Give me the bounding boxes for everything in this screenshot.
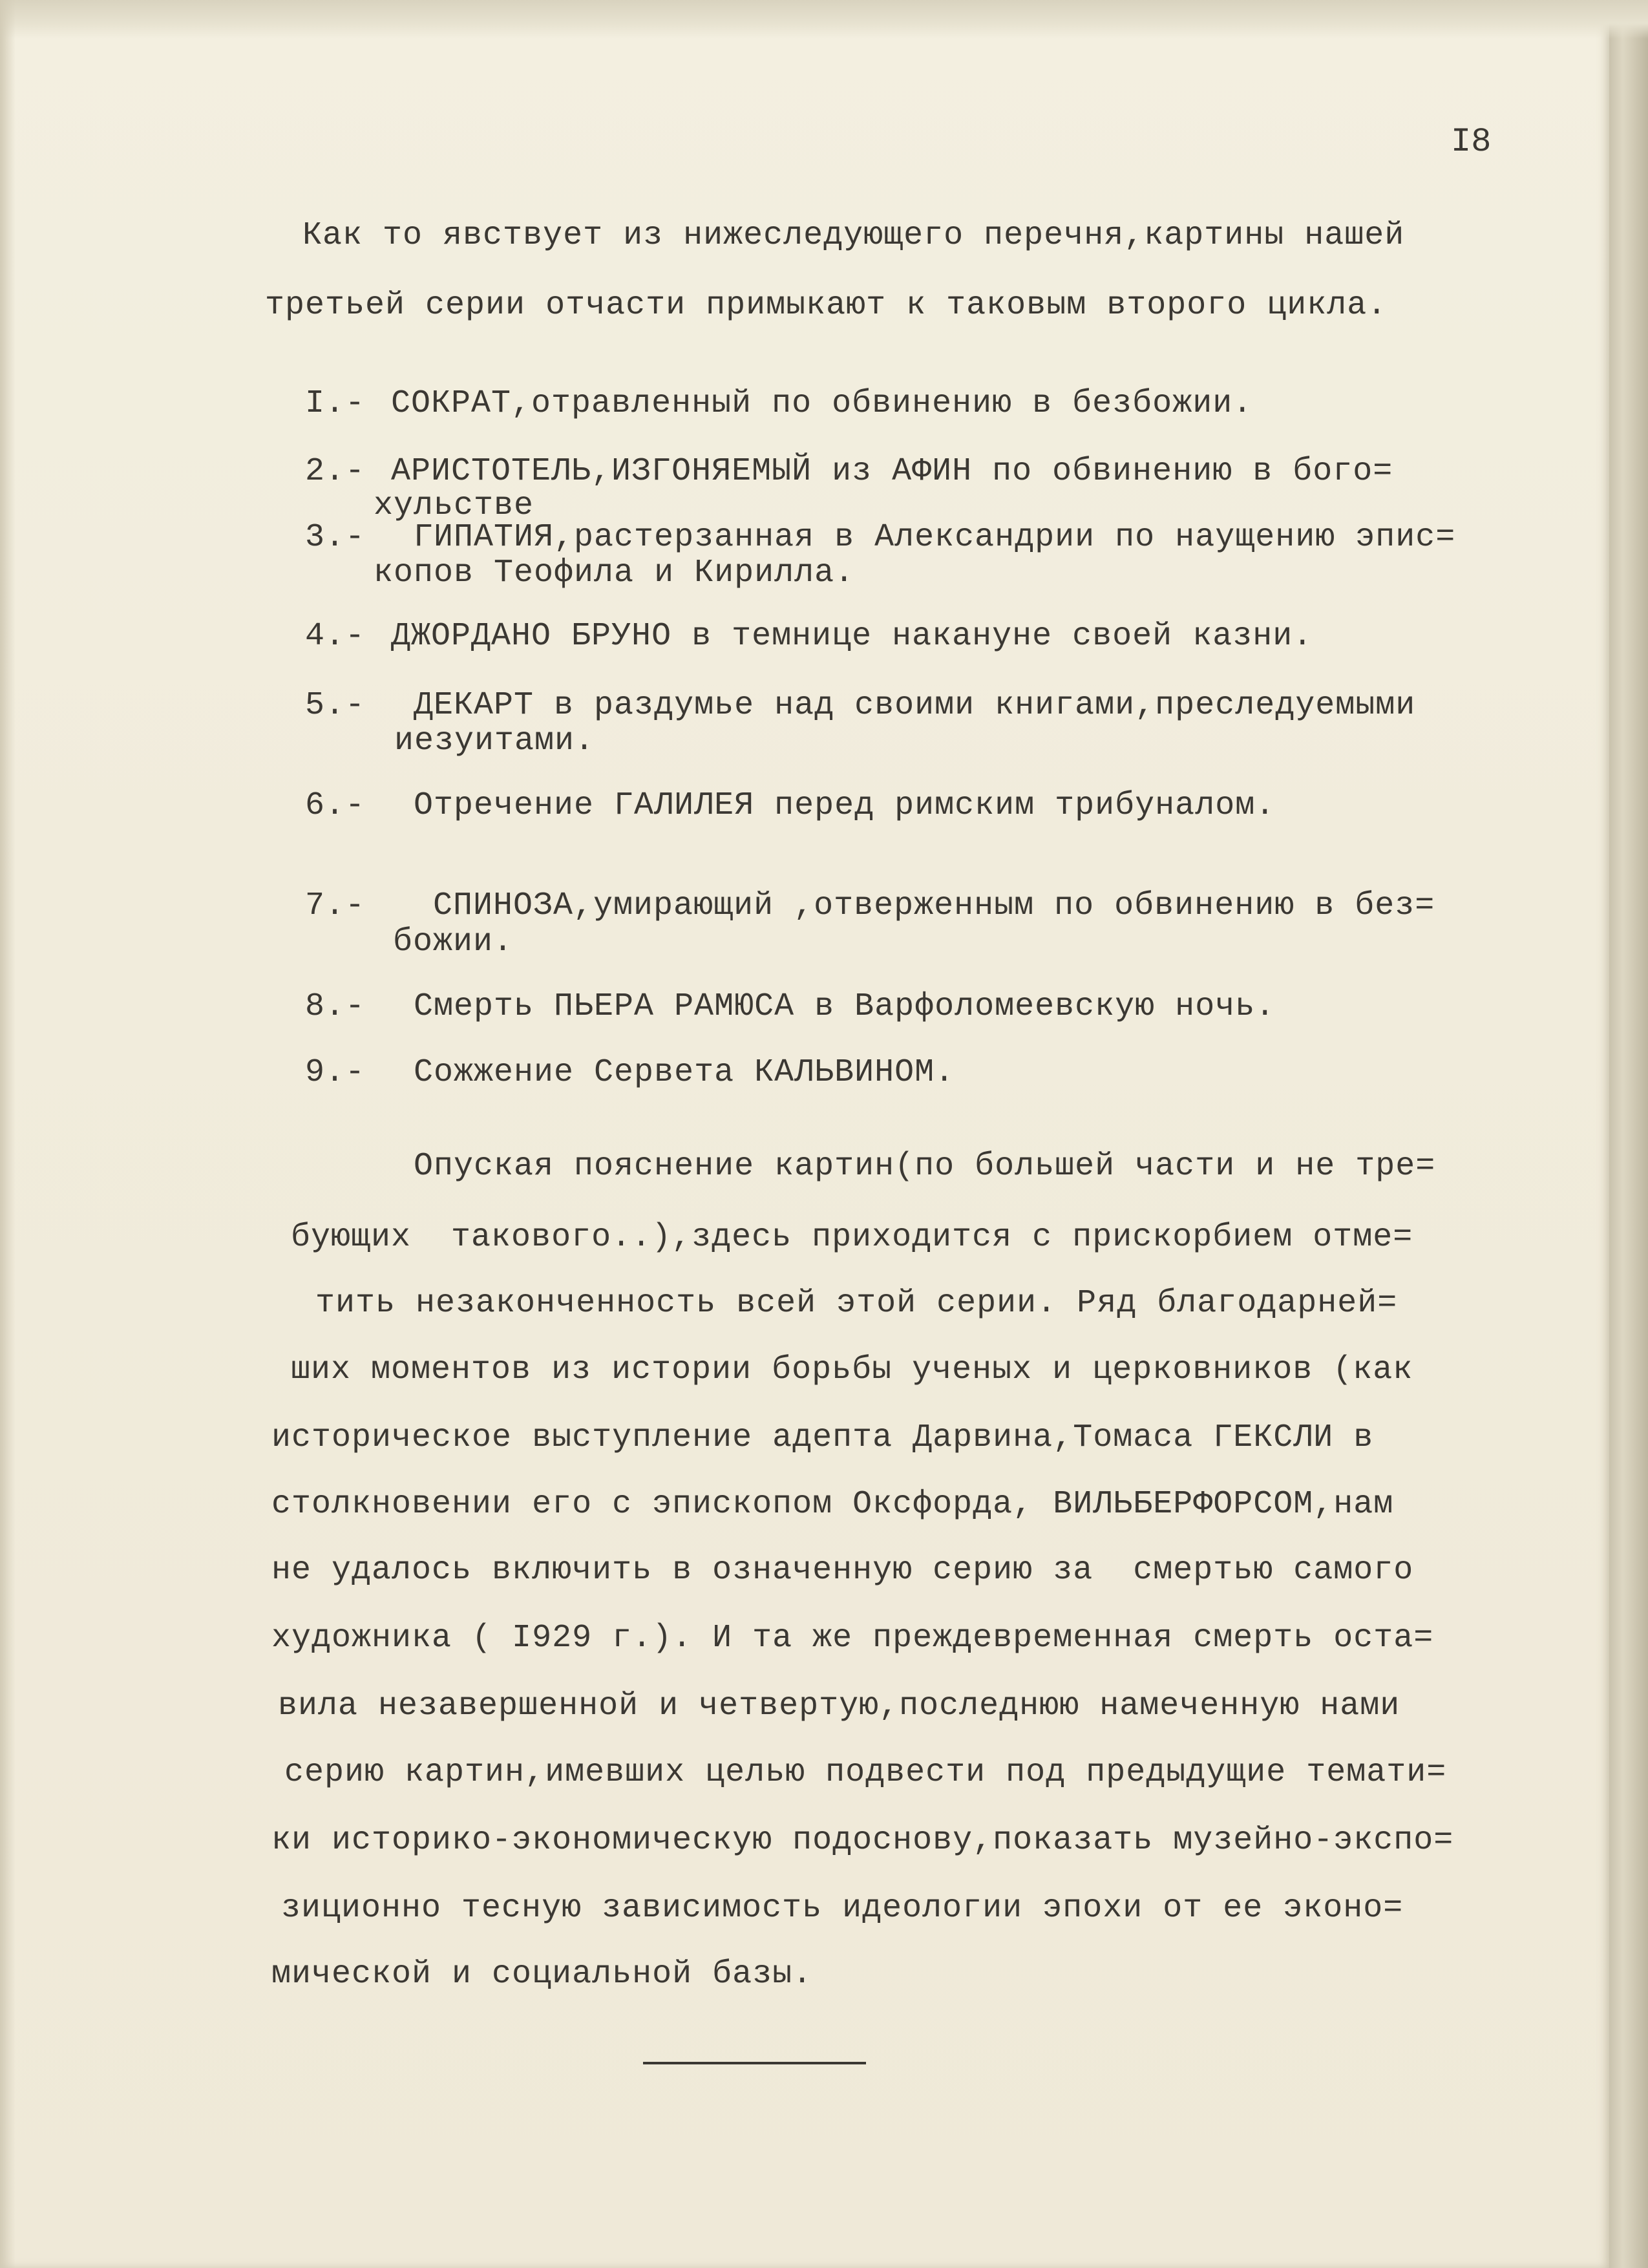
paragraph-line: вила незавершенной и четвертую,последнюю намеченную нами	[278, 1688, 1400, 1724]
page-left-edge	[0, 0, 16, 2268]
list-item-text: СПИНОЗА,умирающий ,отверженным по обвинению в без=	[433, 887, 1435, 924]
paragraph-line: художника ( I929 г.). И та же преждевременная смерть оста=	[271, 1620, 1434, 1657]
list-item-text: иезуитами.	[394, 723, 595, 759]
list-item-text: ДЕКАРТ в раздумье над своими книгами,преследуемыми	[414, 687, 1416, 724]
page-top-edge	[0, 0, 1648, 39]
list-item-number: 8.-	[305, 988, 366, 1025]
paragraph-line: зиционно тесную зависимость идеологии эпохи от ее эконо=	[281, 1890, 1404, 1927]
list-item-number: 3.-	[305, 519, 366, 556]
paragraph-line: ки историко-экономическую подоснову,показать музейно-экспо=	[271, 1822, 1454, 1859]
list-item-text: Отречение ГАЛИЛЕЯ перед римским трибуналом.	[414, 787, 1276, 824]
list-item-number: 7.-	[305, 887, 366, 924]
paragraph-line: серию картин,имевших целью подвести под предыдущие темати=	[284, 1754, 1447, 1791]
intro-line-2: третьей серии отчасти примыкают к таковым второго цикла.	[265, 287, 1388, 324]
paragraph-line: тить незаконченность всей этой серии. Ряд благодарней=	[315, 1285, 1398, 1322]
list-item-number: I.-	[305, 385, 366, 422]
page-number: I8	[1451, 123, 1492, 161]
list-item-text: ГИПАТИЯ,растерзанная в Александрии по наущению эпис=	[414, 519, 1456, 556]
list-item-number: 4.-	[305, 618, 366, 655]
list-item-number: 6.-	[305, 787, 366, 824]
paragraph-line: столкновении его с эпископом Оксфорда, ВИЛЬБЕРФОРСОМ,нам	[271, 1486, 1394, 1523]
list-item-text: Смерть ПЬЕРА РАМЮСА в Варфоломеевскую ночь.	[414, 988, 1276, 1025]
list-item-text: СОКРАТ,отравленный по обвинению в безбожии.	[391, 385, 1253, 422]
list-item-text: Сожжение Сервета КАЛЬВИНОМ.	[414, 1054, 955, 1091]
intro-line-1: Как то явствует из нижеследующего перечня,картины нашей	[302, 217, 1405, 254]
list-item-number: 2.-	[305, 453, 366, 490]
list-item-text: копов Теофила и Кирилла.	[374, 555, 855, 591]
list-item-text: АРИСТОТЕЛЬ,ИЗГОНЯЕМЫЙ из АФИН по обвинению в бого=	[391, 453, 1393, 490]
page-stack-edge	[1609, 0, 1648, 2268]
paragraph-line: мической и социальной базы.	[271, 1956, 813, 1993]
paragraph-line: Опуская пояснение картин(по большей части и не тре=	[414, 1148, 1436, 1185]
closing-rule	[643, 2062, 866, 2064]
list-item-text: божии.	[393, 924, 514, 960]
list-item-text: хульстве	[374, 487, 534, 524]
paragraph-line: историческое выступление адепта Дарвина,Томаса ГЕКСЛИ в	[271, 1419, 1374, 1456]
paragraph-line: бующих таковогo..),здесь приходится с прискорбием отме=	[291, 1219, 1413, 1256]
list-item-text: ДЖОРДАНО БРУНО в темнице накануне своей казни.	[391, 618, 1313, 655]
paragraph-line: не удалось включить в означенную серию за смертью самого	[271, 1552, 1414, 1589]
paragraph-line: ших моментов из истории борьбы ученых и церковников (как	[291, 1351, 1413, 1388]
list-item-number: 5.-	[305, 687, 366, 724]
list-item-number: 9.-	[305, 1054, 366, 1091]
